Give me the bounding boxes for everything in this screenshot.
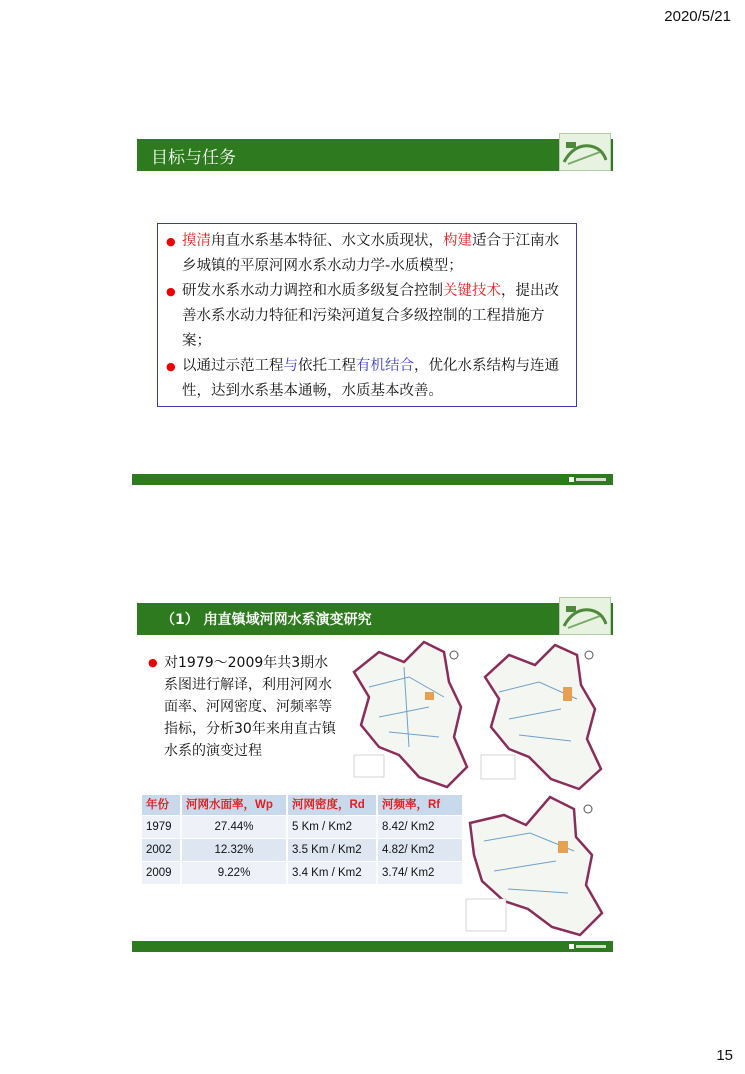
logo-icon xyxy=(559,133,611,171)
table-cell: 3.4 Km / Km2 xyxy=(287,862,377,885)
logo-icon xyxy=(559,597,611,635)
bullet-text: 关键技术 xyxy=(443,283,501,299)
bullet-text: 摸清 xyxy=(182,233,211,249)
table-cell: 3.74/ Km2 xyxy=(377,862,463,885)
objective-bullet xyxy=(166,229,570,279)
slide-title: （1） 甪直镇域河网水系演变研究 xyxy=(161,612,372,628)
slide-title-bar xyxy=(137,139,613,171)
table-cell: 4.82/ Km2 xyxy=(377,839,463,862)
bullet-text: 有机结合 xyxy=(356,358,414,374)
objective-bullet xyxy=(166,279,570,354)
slide-title-bar xyxy=(137,603,613,635)
table-cell: 5 Km / Km2 xyxy=(287,816,377,839)
slide-objectives xyxy=(132,133,613,485)
table-cell: 2009 xyxy=(142,862,181,885)
table-cell: 1979 xyxy=(142,816,181,839)
bullet-text: 适合于江南水乡城镇的平原河网水系水动力学-水质模型； xyxy=(182,233,559,274)
slide-water-evolution xyxy=(132,597,613,952)
footer-logo-icon xyxy=(569,943,609,950)
table-header: 河频率，Rf xyxy=(377,795,463,816)
slide-footer-bar xyxy=(132,474,613,485)
table-row xyxy=(142,839,463,862)
intro-text: ● 对1979～2009年共3期水系图进行解译，利用河网水面率、河网密度、河频率等指标，分析30年来甪直古镇水系的演变过程 xyxy=(148,652,340,762)
objectives-box xyxy=(157,223,577,407)
table-cell: 8.42/ Km2 xyxy=(377,816,463,839)
bullet-text: 与 xyxy=(283,358,298,374)
bullet-text: 研发水系水动力调控和水质多级复合控制 xyxy=(182,283,443,299)
water-map-1979-2009 xyxy=(464,793,609,941)
water-map-2002-2009 xyxy=(477,637,607,792)
bullet-text: ，提出改善水系水动力特征和污染河道复合多级控制的工程措施方案； xyxy=(182,283,559,349)
bullet-text: 依托工程 xyxy=(298,358,356,374)
table-header: 年份 xyxy=(142,795,181,816)
table-cell: 27.44% xyxy=(181,816,287,839)
table-cell: 2002 xyxy=(142,839,181,862)
table-header: 河网密度，Rd xyxy=(287,795,377,816)
bullet-text: 以通过示范工程 xyxy=(182,358,284,374)
table-header: 河网水面率，Wp xyxy=(181,795,287,816)
table-cell: 9.22% xyxy=(181,862,287,885)
print-date: 2020/5/21 xyxy=(664,8,731,25)
objective-bullet xyxy=(166,354,570,404)
water-map-1979-2002 xyxy=(349,637,474,792)
table-cell: 3.5 Km / Km2 xyxy=(287,839,377,862)
footer-logo-icon xyxy=(569,476,609,483)
slide-footer-bar xyxy=(132,941,613,952)
page-number: 15 xyxy=(716,1047,733,1064)
slide-title: 目标与任务 xyxy=(151,147,236,168)
table-row xyxy=(142,816,463,839)
bullet-text: ，优化水系结构与连通性，达到水系基本通畅，水质基本改善。 xyxy=(182,358,559,399)
indicator-table xyxy=(142,795,464,884)
bullet-text: 甪直水系基本特征、水文水质现状， xyxy=(211,233,443,249)
table-cell: 12.32% xyxy=(181,839,287,862)
bullet-text: 构建 xyxy=(443,233,472,249)
table-row xyxy=(142,862,463,885)
